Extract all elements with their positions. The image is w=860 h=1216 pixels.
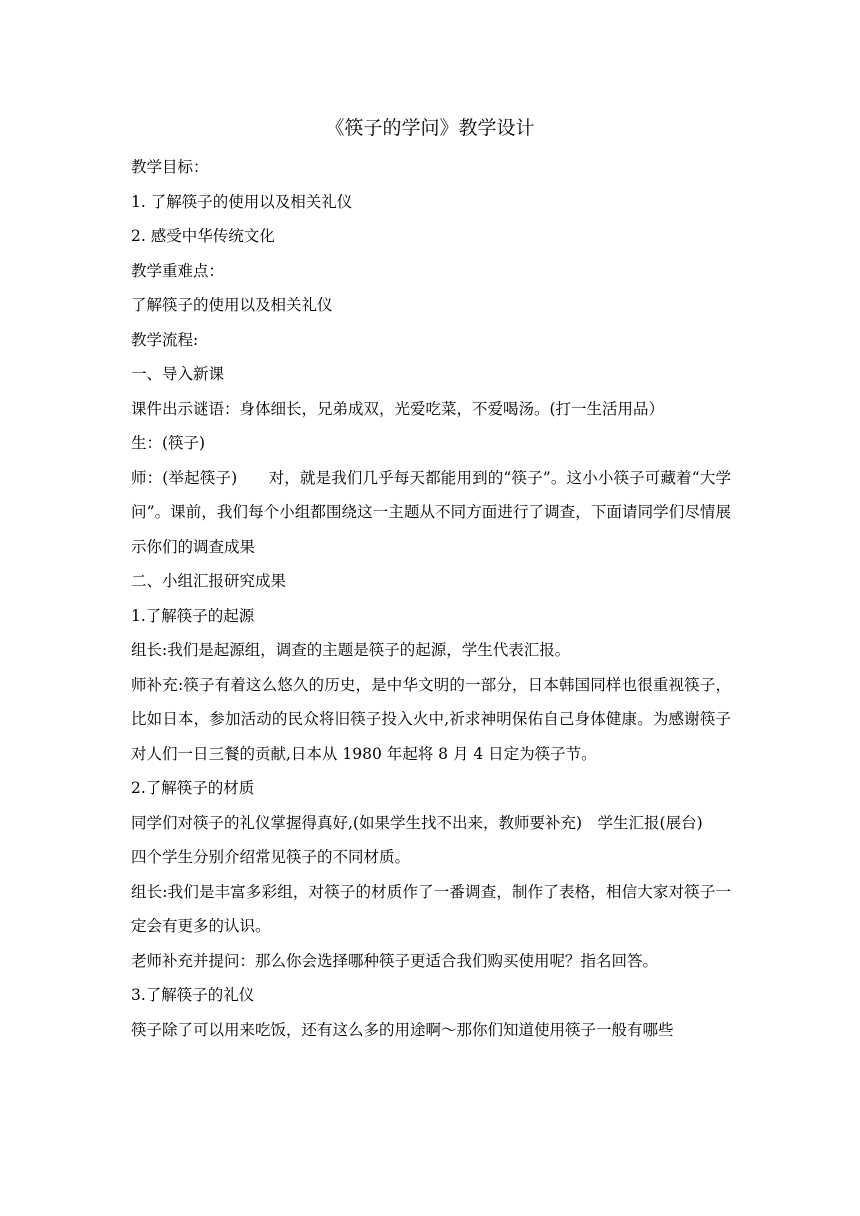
- objective-item-2: 2. 感受中华传统文化: [131, 227, 275, 245]
- subheading-etiquette: 3.了解筷子的礼仪: [131, 986, 255, 1004]
- step-heading-introduction: 一、导入新课: [131, 365, 225, 383]
- section-heading-process: 教学流程:: [131, 330, 199, 349]
- objective-item-1: 1. 了解筷子的使用以及相关礼仪: [131, 192, 353, 211]
- riddle-paragraph: 课件出示谜语：身体细长，兄弟成双，光爱吃菜，不爱喝汤。(打一生活用品）: [131, 399, 665, 418]
- material-intro-paragraph: 同学们对筷子的礼仪掌握得真好,(如果学生找不出来，教师要补充) 学生汇报(展台): [131, 813, 703, 832]
- section-heading-key-points: 教学重难点：: [131, 261, 225, 280]
- student-answer-paragraph: 生：(筷子): [131, 434, 206, 452]
- document-title: 《筷子的学问》教学设计: [325, 117, 535, 139]
- material-students-paragraph: 四个学生分别介绍常见筷子的不同材质。: [131, 848, 411, 866]
- teacher-intro-paragraph: 师：(举起筷子) 对，就是我们几乎每天都能用到的“筷子”。这小小筷子可藏着“大学问”。课前，我们每个小组都围绕这一主题从不同方面进行了调查，下面请同学们尽情展示你们的调查成果: [131, 468, 731, 556]
- subheading-origin: 1.了解筷子的起源: [131, 606, 255, 625]
- teacher-supplement-origin: 师补充:筷子有着这么悠久的历史，是中华文明的一部分，日本韩国同样也很重视筷子，比如日本，参加活动的民众将旧筷子投入火中,祈求神明保佑自己身体健康。为感谢筷子对人们一日三餐的贡献,日本从 1980 年起将 8 月 4 日定为筷子节。: [131, 675, 731, 763]
- subheading-material: 2.了解筷子的材质: [131, 779, 255, 797]
- etiquette-paragraph: 筷子除了可以用来吃饭，还有这么多的用途啊～那你们知道使用筷子一般有哪些: [131, 1020, 674, 1039]
- material-group-paragraph: 组长:我们是丰富多彩组，对筷子的材质作了一番调查，制作了表格，相信大家对筷子一定会有更多的认识。: [131, 882, 731, 935]
- document-body: [131, 150, 731, 1047]
- step-heading-group-report: 二、小组汇报研究成果: [131, 572, 287, 590]
- section-heading-objectives: 教学目标：: [131, 158, 209, 176]
- teacher-question-paragraph: 老师补充并提问：那么你会选择哪种筷子更适合我们购买使用呢？指名回答。: [131, 951, 659, 970]
- origin-group-paragraph: 组长:我们是起源组，调查的主题是筷子的起源，学生代表汇报。: [131, 641, 571, 659]
- key-point-text: 了解筷子的使用以及相关礼仪: [131, 296, 333, 314]
